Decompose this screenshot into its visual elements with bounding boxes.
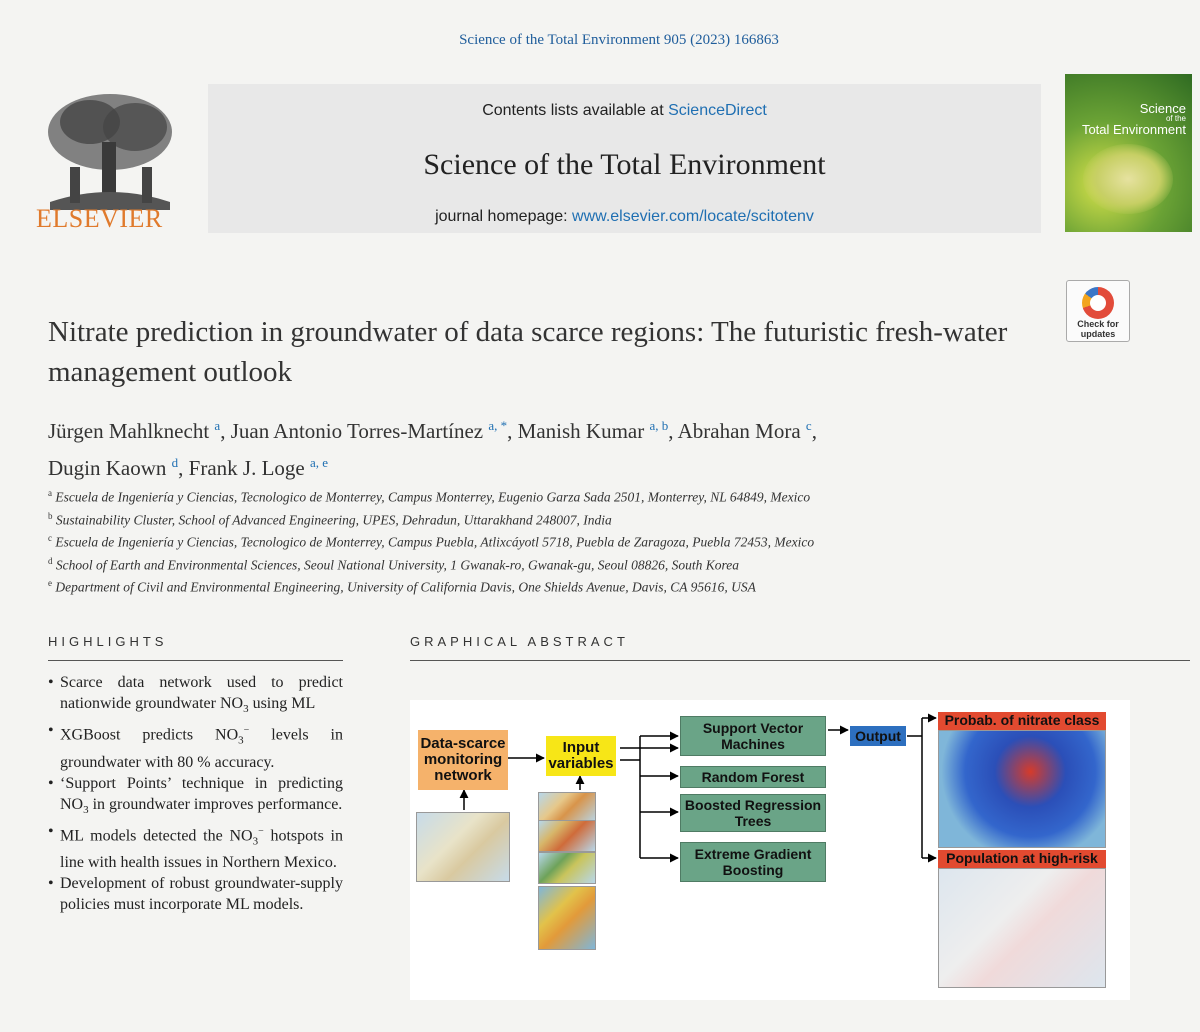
contents-prefix: Contents lists available at bbox=[482, 102, 669, 119]
check-updates-label-1: Check for bbox=[1077, 319, 1119, 329]
homepage-link[interactable]: www.elsevier.com/locate/scitotenv bbox=[572, 208, 814, 225]
author-affiliation-link[interactable]: c bbox=[805, 418, 812, 433]
nitrate-probability-label: Probab. of nitrate class bbox=[938, 712, 1106, 730]
affiliation-item bbox=[48, 507, 1148, 530]
affiliation-item bbox=[48, 552, 1148, 575]
highlight-superscript: − bbox=[243, 725, 250, 737]
affiliation-text: Department of Civil and Environmental Engineering, University of California Davis, One Shields Avenue, Davis, CA 95616, USA bbox=[55, 579, 756, 595]
cover-title-line3: Total Environment bbox=[1081, 122, 1186, 137]
highlight-item bbox=[48, 773, 343, 821]
svm-model-box: Support Vector Machines bbox=[680, 716, 826, 756]
input-variable-map-4 bbox=[538, 886, 596, 950]
affiliation-key: a bbox=[48, 488, 52, 498]
author-affiliation-link[interactable]: a, * bbox=[488, 418, 508, 433]
input-variables-box: Input variables bbox=[546, 736, 616, 776]
crossmark-icon bbox=[1082, 287, 1114, 319]
author-list: Jürgen Mahlknecht $^a$, Juan Antonio Torres-Martínez $^{a, *}$, Manish Kumar $^{a, b}$, Abrahan Mora $^c$, Dugin Kaown $^d$, Frank J. Loge $^{a, e}$ bbox=[48, 418, 817, 480]
input-variable-map-3 bbox=[538, 852, 596, 884]
highlight-text: ML models detected the NO bbox=[60, 827, 253, 845]
author-name: Manish Kumar bbox=[517, 419, 645, 443]
brt-model-box: Boosted Regression Trees bbox=[680, 794, 826, 832]
population-risk-label: Population at high-risk bbox=[938, 850, 1106, 868]
affiliation-text: Escuela de Ingeniería y Ciencias, Tecnologico de Monterrey, Campus Puebla, Atlixcáyotl 5718, Puebla de Zaragoza, Puebla 72453, Mexico bbox=[55, 534, 815, 550]
highlight-subscript: 3 bbox=[238, 734, 244, 747]
author-affiliation-link[interactable]: a, b bbox=[649, 418, 669, 433]
journal-header bbox=[30, 72, 1190, 240]
author-affiliation-link[interactable]: d bbox=[171, 455, 179, 470]
highlight-subscript: 3 bbox=[252, 835, 259, 848]
author-affiliation-link[interactable]: a bbox=[214, 418, 221, 433]
affiliation-key: e bbox=[48, 578, 52, 588]
highlight-text: levels in groundwater with 80 % accuracy. bbox=[60, 726, 343, 771]
highlight-item bbox=[48, 720, 343, 773]
graphical-abstract-divider bbox=[410, 660, 1190, 661]
highlight-text: Development of robust groundwater-supply policies must incorporate ML models. bbox=[60, 875, 343, 914]
highlights-divider bbox=[48, 660, 343, 661]
affiliation-key: b bbox=[48, 510, 53, 521]
cover-title-line1: Science bbox=[1139, 101, 1186, 116]
elsevier-wordmark: ELSEVIER bbox=[36, 204, 163, 233]
author-name: Juan Antonio Torres-Martínez bbox=[230, 419, 484, 443]
random-forest-model-box: Random Forest bbox=[680, 766, 826, 788]
journal-cover-image[interactable] bbox=[1065, 74, 1192, 232]
homepage-prefix: journal homepage: bbox=[435, 208, 573, 225]
highlights-heading: HIGHLIGHTS bbox=[48, 634, 168, 649]
population-risk-map bbox=[938, 868, 1106, 988]
affiliation-key: c bbox=[48, 533, 52, 543]
affiliation-item bbox=[48, 529, 1148, 552]
monitoring-network-map bbox=[416, 812, 510, 882]
author-name: Dugin Kaown bbox=[48, 456, 167, 480]
highlight-item bbox=[48, 672, 343, 720]
cover-flower-graphic bbox=[1083, 144, 1173, 214]
check-for-updates-button[interactable] bbox=[1066, 280, 1130, 342]
nitrate-probability-map bbox=[938, 730, 1106, 848]
journal-reference[interactable]: Science of the Total Environment 905 (2023) 166863 bbox=[459, 32, 779, 48]
highlight-text: Scarce data network used to predict nationwide groundwater NO bbox=[60, 674, 343, 712]
input-variable-map-2 bbox=[538, 820, 596, 852]
author-affiliation-link[interactable]: a, e bbox=[309, 455, 329, 470]
author-name: Abrahan Mora bbox=[677, 419, 801, 443]
journal-banner bbox=[208, 84, 1041, 233]
affiliation-text: School of Earth and Environmental Sciences, Seoul National University, 1 Gwanak-ro, Gwanak-gu, Seoul 08826, South Korea bbox=[55, 557, 740, 572]
affiliations bbox=[48, 484, 1148, 597]
highlight-item bbox=[48, 873, 343, 915]
journal-title: Science of the Total Environment bbox=[423, 148, 826, 181]
highlight-subscript: 3 bbox=[83, 803, 89, 816]
highlight-text: using ML bbox=[248, 695, 316, 712]
affiliation-text: Escuela de Ingeniería y Ciencias, Tecnologico de Monterrey, Campus Monterrey, Eugenio Garza Sada 2501, Monterrey, NL 64849, Mexico bbox=[55, 489, 811, 505]
cover-title-line2: of the bbox=[1165, 114, 1186, 123]
article-title: Nitrate prediction in groundwater of data scarce regions: The futuristic fresh-water management outlook bbox=[48, 316, 1008, 388]
highlight-text: hotspots in line with health issues in Northern Mexico. bbox=[60, 827, 344, 872]
highlights-list bbox=[48, 672, 343, 915]
cover-title bbox=[1082, 102, 1186, 136]
data-scarce-network-box: Data-scarce monitoring network bbox=[418, 730, 508, 790]
affiliation-item bbox=[48, 484, 1148, 507]
output-box: Output bbox=[850, 726, 906, 746]
highlight-text: in groundwater improves performance. bbox=[88, 795, 343, 813]
sciencedirect-link[interactable]: ScienceDirect bbox=[668, 102, 767, 119]
graphical-abstract[interactable] bbox=[410, 700, 1130, 1000]
homepage-line bbox=[208, 208, 1041, 226]
affiliation-key: d bbox=[48, 555, 53, 566]
affiliation-text: Sustainability Cluster, School of Advanced Engineering, UPES, Dehradun, Uttarakhand 248007, India bbox=[55, 512, 612, 527]
highlight-superscript: − bbox=[258, 825, 264, 837]
highlight-subscript: 3 bbox=[243, 703, 249, 716]
xgboost-model-box: Extreme Gradient Boosting bbox=[680, 842, 826, 882]
author-name: Jürgen Mahlknecht bbox=[48, 419, 210, 443]
author-name: Frank J. Loge bbox=[188, 456, 305, 480]
highlight-item bbox=[48, 821, 343, 874]
check-updates-label-2: updates bbox=[1080, 329, 1116, 339]
contents-line bbox=[208, 102, 1041, 120]
highlight-text: XGBoost predicts NO bbox=[60, 726, 239, 744]
graphical-abstract-heading: GRAPHICAL ABSTRACT bbox=[410, 634, 629, 649]
affiliation-item bbox=[48, 574, 1148, 597]
highlight-text: ‘Support Points’ technique in predicting NO bbox=[60, 774, 343, 813]
